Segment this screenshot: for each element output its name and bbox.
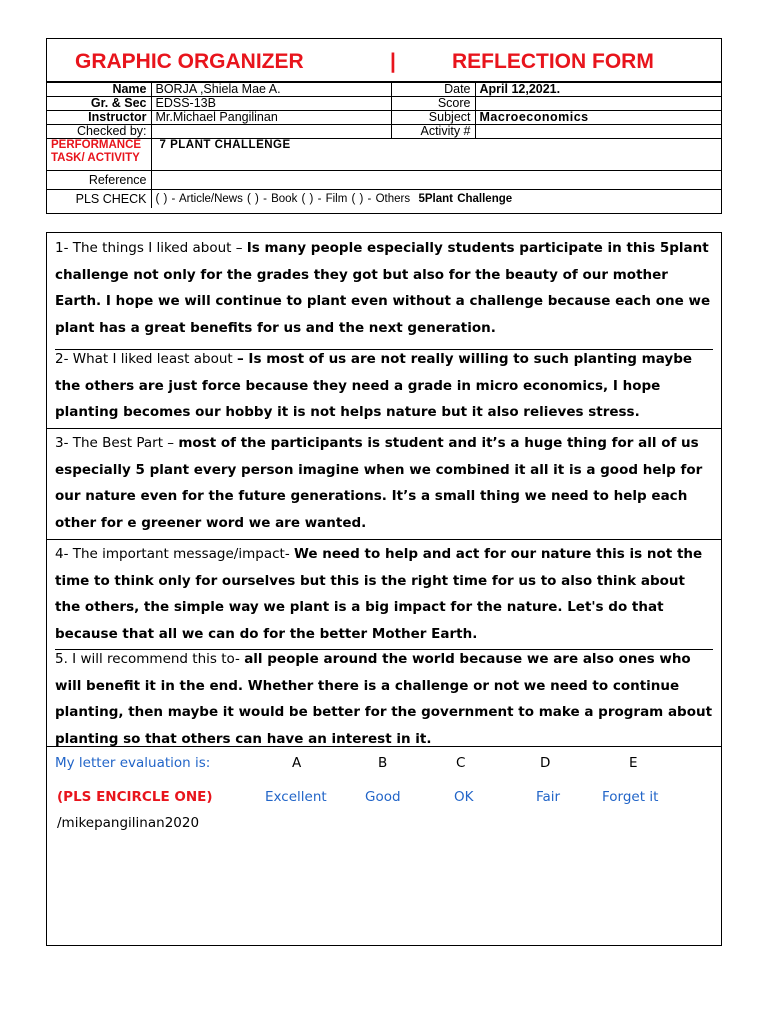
score-value: [475, 97, 721, 111]
footer-signature: /mikepangilinan2020: [57, 815, 200, 831]
pls-others-value: 5Plant Challenge: [418, 193, 513, 205]
letter-d[interactable]: D: [540, 755, 551, 771]
letter-e[interactable]: E: [629, 755, 638, 771]
letter-c[interactable]: C: [456, 755, 466, 771]
section-best-part: [47, 430, 721, 536]
pls-check-options: [151, 190, 721, 209]
section-liked-about: [47, 235, 721, 341]
activity-label: Activity #: [391, 125, 475, 139]
form-title-bar: [47, 39, 721, 82]
section-1-text: Is many people especially students participate in this 5plant challenge not only for the grades they got but also for the beauty of our mother Earth. I hope we will continue to plant even without a challenge because each one we plant has a great benefits for us and the next generation.: [55, 240, 711, 336]
rating-good[interactable]: Good: [365, 789, 401, 805]
section-recommend: [47, 646, 721, 752]
reference-value: [151, 171, 721, 190]
section-1-lead: 1- The things I liked about –: [55, 240, 247, 256]
section-4-text: We need to help and act for our nature this is not the time to think only for ourselves but this is the right time for us to also think about the others, the simple way we plant is a big impact for the nature. Let's do that because that all we can do for the better Mother Earth.: [55, 546, 703, 642]
evaluation-label: My letter evaluation is:: [55, 755, 211, 771]
checked-by-label: Checked by:: [47, 125, 151, 139]
letter-b[interactable]: B: [378, 755, 388, 771]
section-3-lead: 3- The Best Part –: [55, 435, 179, 451]
date-value: April 12,2021.: [475, 83, 721, 97]
divider-3: [47, 539, 721, 540]
pls-options-text: ( ) - Article/News ( ) - Book ( ) - Film ( ) - Others: [155, 193, 411, 205]
section-important-message: [47, 541, 721, 647]
rating-fair[interactable]: Fair: [536, 789, 561, 805]
pls-check-label: PLS CHECK: [47, 190, 151, 209]
reflection-box: [46, 232, 722, 946]
instructor-value: Mr.Michael Pangilinan: [151, 111, 391, 125]
performance-task-value: 7 PLANT CHALLENGE: [151, 139, 721, 171]
section-4-lead: 4- The important message/impact-: [55, 546, 294, 562]
title-graphic-organizer: GRAPHIC ORGANIZER: [75, 50, 304, 73]
section-2-text: – Is most of us are not really willing to such planting maybe the others are just force because they need a grade in micro economics, I hope planting becomes our hobby it is not helps nature but it also relieves stress.: [55, 351, 693, 420]
reference-label: Reference: [47, 171, 151, 190]
form-header-box: [46, 38, 722, 214]
subject-value: Macroeconomics: [475, 111, 721, 125]
grade-section-value: EDSS-13B: [151, 97, 391, 111]
divider-5: [47, 746, 721, 747]
activity-value: [475, 125, 721, 139]
performance-task-label: PERFORMANCE TASK/ ACTIVITY: [47, 139, 151, 171]
checked-by-value: [151, 125, 391, 139]
divider-2: [47, 428, 721, 429]
name-value: BORJA ,Shiela Mae A.: [151, 83, 391, 97]
rating-forget-it[interactable]: Forget it: [602, 789, 659, 805]
instructor-label: Instructor: [47, 111, 151, 125]
rating-excellent[interactable]: Excellent: [265, 789, 327, 805]
section-liked-least: [47, 346, 721, 426]
subject-label: Subject: [391, 111, 475, 125]
letter-a[interactable]: A: [292, 755, 302, 771]
rating-ok[interactable]: OK: [454, 789, 474, 805]
title-reflection-form: REFLECTION FORM: [452, 50, 654, 73]
section-2-lead: 2- What I liked least about: [55, 351, 237, 367]
grade-section-label: Gr. & Sec: [47, 97, 151, 111]
encircle-instruction: (PLS ENCIRCLE ONE): [57, 789, 213, 805]
date-label: Date: [391, 83, 475, 97]
score-label: Score: [391, 97, 475, 111]
title-separator: |: [390, 50, 396, 73]
section-5-lead: 5. I will recommend this to-: [55, 651, 245, 667]
section-3-text: most of the participants is student and it’s a huge thing for all of us especially 5 plant every person imagine when we combined it all it is a good help for our nature even for the future generations. It’s a small thing we need to help each other for e greener word we are wanted.: [55, 435, 703, 531]
section-5-text: all people around the world because we are also ones who will benefit it in the end. Whether there is a challenge or not we need to continue planting, then maybe it would be better for the government to make a program about planting so that others can have an interest in it.: [55, 651, 713, 747]
name-label: Name: [47, 83, 151, 97]
student-info-table: [47, 82, 721, 208]
